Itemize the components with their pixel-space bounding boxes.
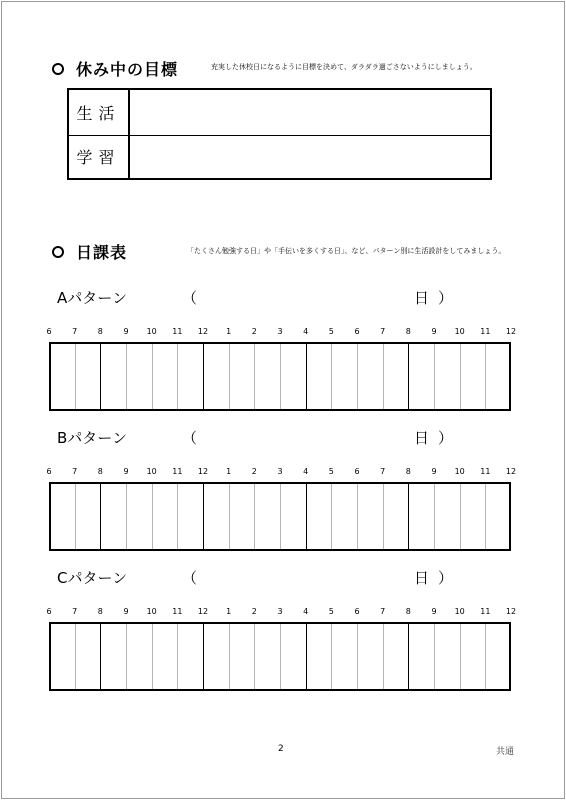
hour-tick-label: 5 bbox=[328, 467, 334, 476]
grid-minor-line bbox=[485, 484, 486, 549]
hour-tick-label: 11 bbox=[480, 607, 491, 616]
grid-major-line bbox=[100, 344, 101, 409]
hour-tick-label: 10 bbox=[146, 327, 157, 336]
schedule-grid[interactable] bbox=[49, 482, 511, 551]
grid-minor-line bbox=[75, 344, 76, 409]
hour-tick-label: 6 bbox=[354, 607, 360, 616]
close-paren: ） bbox=[438, 429, 454, 447]
pattern-label: Cパターン bbox=[57, 569, 128, 587]
grid-minor-line bbox=[485, 624, 486, 689]
grid-minor-line bbox=[434, 344, 435, 409]
hour-tick-label: 2 bbox=[251, 327, 257, 336]
grid-major-line bbox=[203, 484, 204, 549]
hour-tick-label: 12 bbox=[505, 467, 517, 476]
hour-tick-label: 11 bbox=[480, 327, 491, 336]
goal-row-study bbox=[69, 135, 490, 178]
hour-tick-label: 11 bbox=[172, 327, 183, 336]
grid-minor-line bbox=[357, 624, 358, 689]
grid-minor-line bbox=[434, 484, 435, 549]
hour-scale bbox=[0, 607, 566, 617]
hour-tick-label: 9 bbox=[123, 607, 129, 616]
goal-row-label: 学習 bbox=[69, 135, 130, 178]
hour-tick-label: 4 bbox=[303, 327, 309, 336]
hour-tick-label: 10 bbox=[454, 327, 465, 336]
circle-bullet-icon bbox=[52, 63, 64, 75]
hour-tick-label: 7 bbox=[72, 607, 78, 616]
hour-tick-label: 9 bbox=[431, 607, 437, 616]
grid-minor-line bbox=[152, 624, 153, 689]
hour-scale bbox=[0, 467, 566, 477]
hour-tick-label: 8 bbox=[405, 327, 411, 336]
day-label: 日 bbox=[414, 569, 430, 587]
hour-scale bbox=[0, 327, 566, 337]
hour-tick-label: 2 bbox=[251, 467, 257, 476]
close-paren: ） bbox=[438, 569, 454, 587]
grid-minor-line bbox=[75, 484, 76, 549]
goals-section-heading bbox=[52, 57, 178, 80]
hour-tick-label: 9 bbox=[431, 467, 437, 476]
grid-minor-line bbox=[331, 344, 332, 409]
open-paren: （ bbox=[182, 429, 198, 447]
hour-tick-label: 9 bbox=[431, 327, 437, 336]
schedule-grid[interactable] bbox=[49, 342, 511, 411]
schedule-grid[interactable] bbox=[49, 622, 511, 691]
grid-minor-line bbox=[126, 624, 127, 689]
grid-minor-line bbox=[254, 344, 255, 409]
goals-note: 充実した休校日になるように目標を決めて、ダラダラ過ごさないようにしましょう。 bbox=[211, 63, 477, 71]
hour-tick-label: 1 bbox=[226, 467, 232, 476]
hour-tick-label: 8 bbox=[405, 607, 411, 616]
grid-minor-line bbox=[126, 484, 127, 549]
hour-tick-label: 12 bbox=[197, 607, 209, 616]
grid-minor-line bbox=[229, 624, 230, 689]
grid-major-line bbox=[306, 484, 307, 549]
grid-minor-line bbox=[460, 344, 461, 409]
grid-minor-line bbox=[177, 344, 178, 409]
hour-tick-label: 7 bbox=[380, 607, 386, 616]
grid-major-line bbox=[203, 624, 204, 689]
grid-minor-line bbox=[177, 624, 178, 689]
hour-tick-label: 7 bbox=[72, 467, 78, 476]
grid-minor-line bbox=[254, 624, 255, 689]
hour-tick-label: 8 bbox=[97, 327, 103, 336]
grid-minor-line bbox=[485, 344, 486, 409]
hour-tick-label: 10 bbox=[146, 467, 157, 476]
hour-tick-label: 9 bbox=[123, 467, 129, 476]
hour-tick-label: 10 bbox=[454, 607, 465, 616]
hour-tick-label: 7 bbox=[380, 327, 386, 336]
grid-major-line bbox=[408, 344, 409, 409]
grid-minor-line bbox=[126, 344, 127, 409]
grid-major-line bbox=[100, 484, 101, 549]
grid-major-line bbox=[203, 344, 204, 409]
grid-minor-line bbox=[229, 344, 230, 409]
grid-minor-line bbox=[331, 484, 332, 549]
hour-tick-label: 4 bbox=[303, 607, 309, 616]
goals-table bbox=[67, 88, 492, 180]
footer-tag: 共通 bbox=[496, 747, 515, 757]
grid-minor-line bbox=[383, 624, 384, 689]
open-paren: （ bbox=[182, 289, 198, 307]
hour-tick-label: 4 bbox=[303, 467, 309, 476]
hour-tick-label: 5 bbox=[328, 607, 334, 616]
hour-tick-label: 8 bbox=[405, 467, 411, 476]
grid-minor-line bbox=[254, 484, 255, 549]
grid-minor-line bbox=[177, 484, 178, 549]
hour-tick-label: 10 bbox=[454, 467, 465, 476]
grid-minor-line bbox=[152, 344, 153, 409]
hour-tick-label: 1 bbox=[226, 327, 232, 336]
grid-minor-line bbox=[75, 624, 76, 689]
grid-minor-line bbox=[280, 344, 281, 409]
grid-minor-line bbox=[383, 344, 384, 409]
hour-tick-label: 6 bbox=[354, 467, 360, 476]
grid-minor-line bbox=[357, 484, 358, 549]
hour-tick-label: 12 bbox=[197, 467, 209, 476]
grid-minor-line bbox=[280, 624, 281, 689]
grid-minor-line bbox=[460, 624, 461, 689]
hour-tick-label: 7 bbox=[380, 467, 386, 476]
grid-minor-line bbox=[331, 624, 332, 689]
hour-tick-label: 11 bbox=[480, 467, 491, 476]
hour-tick-label: 5 bbox=[328, 327, 334, 336]
goal-row-life bbox=[69, 90, 490, 136]
hour-tick-label: 8 bbox=[97, 467, 103, 476]
hour-tick-label: 11 bbox=[172, 467, 183, 476]
day-label: 日 bbox=[414, 429, 430, 447]
grid-minor-line bbox=[152, 484, 153, 549]
hour-tick-label: 1 bbox=[226, 607, 232, 616]
hour-tick-label: 3 bbox=[277, 327, 283, 336]
hour-tick-label: 9 bbox=[123, 327, 129, 336]
hour-tick-label: 12 bbox=[197, 327, 209, 336]
circle-bullet-icon bbox=[52, 246, 64, 258]
hour-tick-label: 2 bbox=[251, 607, 257, 616]
goal-study-field[interactable] bbox=[130, 135, 490, 178]
hour-tick-label: 11 bbox=[172, 607, 183, 616]
page-number: 2 bbox=[278, 744, 284, 754]
hour-tick-label: 3 bbox=[277, 607, 283, 616]
goal-life-field[interactable] bbox=[130, 90, 490, 135]
grid-minor-line bbox=[357, 344, 358, 409]
hour-tick-label: 12 bbox=[505, 327, 517, 336]
grid-minor-line bbox=[383, 484, 384, 549]
schedule-title: 日課表 bbox=[76, 243, 128, 262]
hour-tick-label: 7 bbox=[72, 327, 78, 336]
goal-row-label: 生活 bbox=[69, 90, 130, 135]
hour-tick-label: 12 bbox=[505, 607, 517, 616]
hour-tick-label: 6 bbox=[46, 327, 52, 336]
grid-minor-line bbox=[434, 624, 435, 689]
grid-major-line bbox=[306, 624, 307, 689]
grid-major-line bbox=[408, 484, 409, 549]
day-label: 日 bbox=[414, 289, 430, 307]
open-paren: （ bbox=[182, 569, 198, 587]
close-paren: ） bbox=[438, 289, 454, 307]
hour-tick-label: 10 bbox=[146, 607, 157, 616]
grid-major-line bbox=[306, 344, 307, 409]
grid-minor-line bbox=[229, 484, 230, 549]
hour-tick-label: 6 bbox=[46, 467, 52, 476]
goals-title: 休み中の目標 bbox=[76, 60, 179, 79]
grid-minor-line bbox=[460, 484, 461, 549]
hour-tick-label: 6 bbox=[46, 607, 52, 616]
grid-major-line bbox=[100, 624, 101, 689]
hour-tick-label: 3 bbox=[277, 467, 283, 476]
grid-minor-line bbox=[280, 484, 281, 549]
grid-major-line bbox=[408, 624, 409, 689]
hour-tick-label: 8 bbox=[97, 607, 103, 616]
pattern-label: Bパターン bbox=[57, 429, 127, 447]
pattern-label: Aパターン bbox=[57, 289, 127, 307]
schedule-section-heading bbox=[52, 240, 127, 263]
schedule-note: 「たくさん勉強する日」や「手伝いを多くする日」、など、パターン別に生活設計をしてみましょう。 bbox=[187, 247, 506, 255]
hour-tick-label: 6 bbox=[354, 327, 360, 336]
